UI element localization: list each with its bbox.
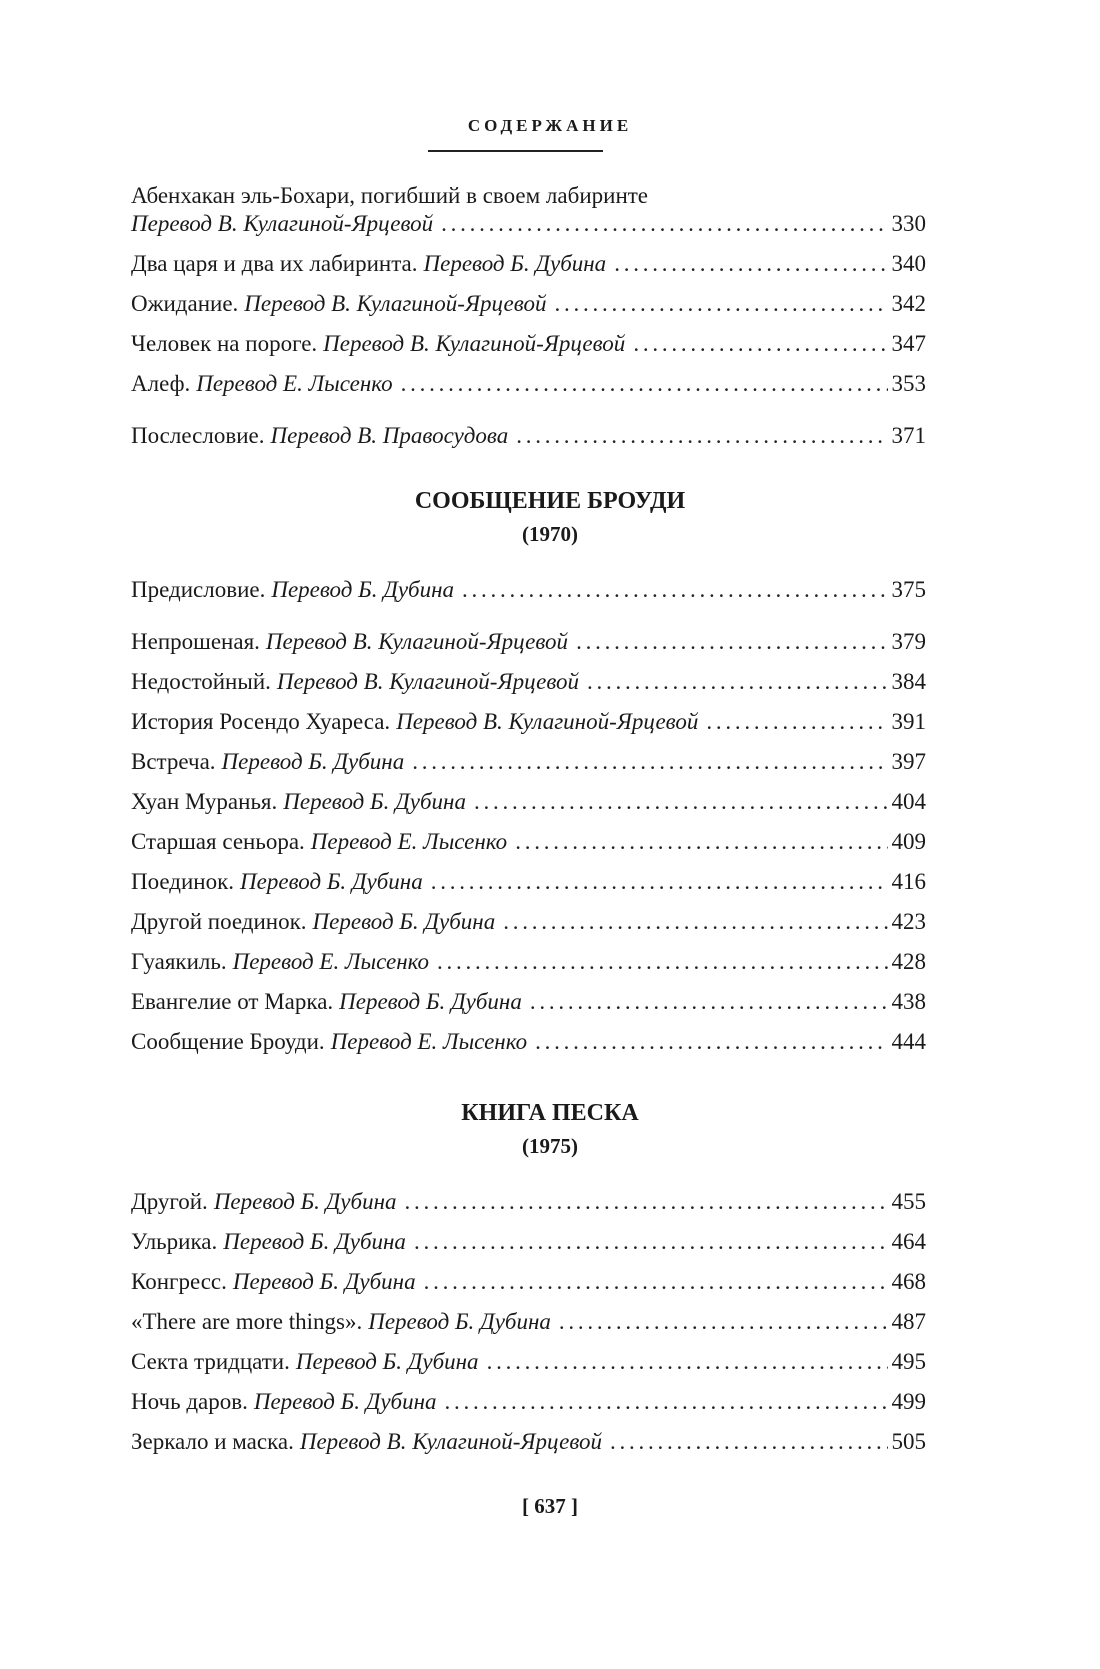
toc-entry-translator: Перевод Б. Дубина <box>223 1229 406 1254</box>
toc-entry-page: 455 <box>891 1189 926 1214</box>
toc-entry-page: 347 <box>891 331 926 356</box>
toc-entry <box>131 908 926 936</box>
toc-entry-translator: Перевод Е. Лысенко <box>196 371 393 396</box>
toc-entry-translator: Перевод Б. Дубина <box>271 577 455 602</box>
toc-entry <box>131 628 926 656</box>
toc-entry <box>131 576 926 604</box>
leader-dots <box>503 908 887 936</box>
leader-dots <box>614 250 887 278</box>
toc-entry <box>131 948 926 976</box>
section-year: (1970) <box>522 522 578 546</box>
toc-entry-translator: Перевод Б. Дубина <box>295 1349 479 1374</box>
toc-entry <box>131 788 926 816</box>
toc-entry <box>131 250 926 278</box>
toc-entry-title: Предисловие. <box>131 577 266 602</box>
toc-entry-title-line: Абенхакан эль-Бохари, погибший в своем лабиринте <box>131 183 649 208</box>
toc-entry-page: 342 <box>891 291 926 316</box>
toc-entry <box>131 422 926 450</box>
leader-dots <box>487 1348 888 1376</box>
toc-entry-page: 428 <box>891 949 926 974</box>
leader-dots <box>530 988 888 1016</box>
leader-dots <box>554 290 887 318</box>
toc-entry-page: 397 <box>891 749 926 774</box>
toc-entry-translator: Перевод Б. Дубина <box>213 1189 397 1214</box>
toc-entry-page: 409 <box>891 829 926 854</box>
toc-entry-title: Человек на пороге. <box>131 331 318 356</box>
toc-entry-title: Секта тридцати. <box>131 1349 290 1374</box>
toc-entry-translator: Перевод Б. Дубина <box>253 1389 437 1414</box>
section-title: СООБЩЕНИЕ БРОУДИ <box>414 488 686 514</box>
toc-entry-translator: Перевод Б. Дубина <box>232 1269 416 1294</box>
toc-entry-page: 444 <box>891 1029 926 1054</box>
toc-entry-title: Конгресс. <box>131 1269 227 1294</box>
toc-entry-page: 505 <box>891 1429 926 1454</box>
toc-entry-page: 487 <box>891 1309 926 1334</box>
leader-dots <box>445 1388 888 1416</box>
toc-entry-page: 340 <box>891 251 926 276</box>
toc-entry-title: Ночь даров. <box>131 1389 248 1414</box>
toc-entry <box>131 1388 926 1416</box>
toc-entry-translator: Перевод В. Кулагиной-Ярцевой <box>265 629 569 654</box>
toc-entry-translator: Перевод Б. Дубина <box>423 251 607 276</box>
toc-entry-page: 495 <box>891 1349 926 1374</box>
toc-entry <box>131 210 926 238</box>
leader-dots <box>633 330 887 358</box>
toc-entry <box>131 668 926 696</box>
toc-entry-title: Евангелие от Марка. <box>131 989 334 1014</box>
toc-entry-title: Ульрика. <box>131 1229 218 1254</box>
toc-entry-page: 416 <box>891 869 926 894</box>
toc-entry <box>131 1228 926 1256</box>
toc-entry-title: Встреча. <box>131 749 216 774</box>
toc-entry-translator: Перевод Б. Дубина <box>240 869 423 894</box>
leader-dots <box>610 1428 887 1456</box>
section-year: (1975) <box>522 1134 578 1158</box>
toc-entry <box>131 1348 926 1376</box>
toc-entry <box>131 290 926 318</box>
toc-entry-title: Старшая сеньора. <box>131 829 305 854</box>
leader-dots <box>424 1268 888 1296</box>
toc-entry-translator: Перевод Е. Лысенко <box>330 1029 528 1054</box>
toc-entry <box>131 1428 926 1456</box>
leader-dots <box>462 576 887 604</box>
toc-entry-page: 464 <box>891 1229 926 1254</box>
toc-entry <box>131 988 926 1016</box>
toc-entry-title: «There are more things». <box>131 1309 363 1334</box>
toc-entry-translator: Перевод Е. Лысенко <box>310 829 508 854</box>
toc-entry <box>131 1188 926 1216</box>
toc-entry-page: 404 <box>891 789 926 814</box>
running-header: СОДЕРЖАНИЕ <box>467 116 633 135</box>
toc-entry-translator: Перевод В. Правосудова <box>270 423 509 448</box>
toc-entry-page: 379 <box>891 629 926 654</box>
toc-entry-title: Гуаякиль. <box>131 949 227 974</box>
leader-dots <box>559 1308 888 1336</box>
toc-entry-translator: Перевод В. Кулагиной-Ярцевой <box>323 331 626 356</box>
toc-entry-title: Непрошеная. <box>131 629 260 654</box>
leader-dots <box>405 1188 888 1216</box>
leader-dots <box>437 948 887 976</box>
toc-entry-translator: Перевод В. Кулагиной-Ярцевой <box>276 669 580 694</box>
toc-entry-page: 468 <box>891 1269 926 1294</box>
toc-entry-title: Хуан Муранья. <box>131 789 278 814</box>
toc-entry-translator: Перевод В. Кулагиной-Ярцевой <box>299 1429 603 1454</box>
leader-dots <box>706 708 887 736</box>
leader-dots <box>474 788 888 816</box>
leader-dots <box>576 628 887 656</box>
toc-entry-page: 353 <box>891 371 926 396</box>
leader-dots <box>431 868 888 896</box>
toc-entry-title: Недостойный. <box>131 669 271 694</box>
leader-dots <box>441 210 887 238</box>
toc-entry-translator: Перевод В. Кулагиной-Ярцевой <box>244 291 547 316</box>
toc-entry <box>131 330 926 358</box>
toc-entry-page: 391 <box>891 709 926 734</box>
toc-entry-translator: Перевод В. Кулагиной-Ярцевой <box>131 211 434 236</box>
toc-entry-translator: Перевод Б. Дубина <box>339 989 522 1014</box>
toc-entry-page: 438 <box>891 989 926 1014</box>
leader-dots <box>516 422 887 450</box>
leader-dots <box>515 828 887 856</box>
toc-entry-translator: Перевод Б. Дубина <box>221 749 405 774</box>
toc-entry <box>131 708 926 736</box>
toc-entry-title: Другой. <box>131 1189 208 1214</box>
toc-entry <box>131 1268 926 1296</box>
leader-dots <box>412 748 887 776</box>
toc-entry-page: 384 <box>891 669 926 694</box>
toc-entry-title: Зеркало и маска. <box>131 1429 294 1454</box>
toc-entry-translator: Перевод Е. Лысенко <box>232 949 430 974</box>
toc-entry <box>131 828 926 856</box>
toc-entry-translator: Перевод Б. Дубина <box>368 1309 551 1334</box>
toc-entry-title: Два царя и два их лабиринта. <box>131 251 418 276</box>
leader-dots <box>587 668 887 696</box>
toc-entry-page: 330 <box>891 211 926 236</box>
leader-dots <box>535 1028 887 1056</box>
toc-entry-page: 423 <box>891 909 926 934</box>
toc-entry-translator: Перевод Б. Дубина <box>283 789 466 814</box>
toc-entry <box>131 1028 926 1056</box>
leader-dots <box>401 370 888 398</box>
leader-dots <box>414 1228 888 1256</box>
toc-entry <box>131 868 926 896</box>
toc-entry <box>131 748 926 776</box>
toc-entry-title: Алеф. <box>131 371 191 396</box>
toc-entry-title: История Росендо Хуареса. <box>131 709 391 734</box>
toc-entry-translator: Перевод Б. Дубина <box>312 909 496 934</box>
page-number: [ 637 ] <box>522 1494 578 1518</box>
header-rule <box>428 150 603 152</box>
toc-entry-page: 499 <box>891 1389 926 1414</box>
toc-entry-page: 375 <box>891 577 926 602</box>
toc-entry-title: Сообщение Броуди. <box>131 1029 325 1054</box>
toc-entry-translator: Перевод В. Кулагиной-Ярцевой <box>396 709 699 734</box>
toc-entry-title: Послесловие. <box>131 423 265 448</box>
toc-entry-title: Ожидание. <box>131 291 239 316</box>
toc-entry-title: Другой поединок. <box>131 909 307 934</box>
toc-entry <box>131 370 926 398</box>
section-title: КНИГА ПЕСКА <box>461 1100 639 1126</box>
toc-entry-page: 371 <box>891 423 926 448</box>
toc-entry-title: Поединок. <box>131 869 235 894</box>
toc-entry <box>131 1308 926 1336</box>
